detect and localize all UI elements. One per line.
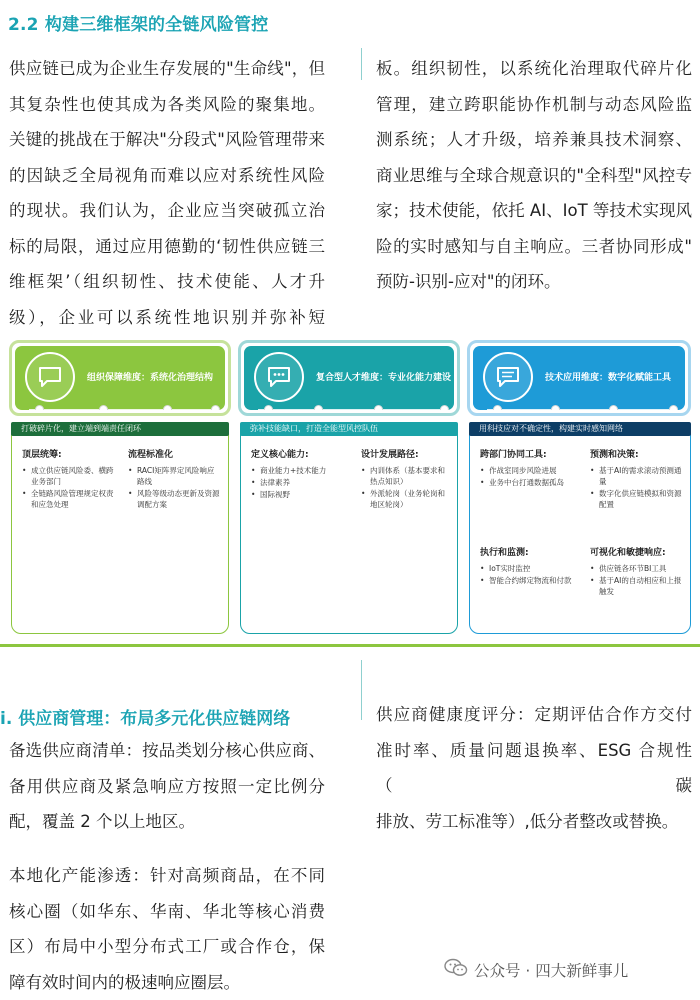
- intro-left-line: 的因缺乏全局视角而难以应对系统性风险: [9, 158, 325, 194]
- intro-left-line: 标的局限，通过应用德勤的‘韧性供应链三: [9, 229, 325, 265]
- talent-principle-bar: 弥补技能缺口，打造全能型风控队伍: [240, 422, 458, 436]
- list-item: • 业务中台打通数据孤岛: [480, 477, 572, 488]
- section-divider: [0, 644, 700, 647]
- org-dimension-card: [9, 340, 231, 416]
- intro-left-column: [9, 51, 325, 335]
- column-divider: [361, 660, 362, 720]
- timeline-dot: [374, 405, 383, 410]
- tech-block-title: 执行和监测:: [480, 545, 529, 558]
- intro-right-line: 险的实时感知与自主响应。三者协同形成": [376, 229, 692, 265]
- talent-detail-panel: [240, 422, 458, 634]
- timeline-dot: [99, 405, 108, 410]
- talent-dimension-card: [238, 340, 460, 416]
- list-item: • 商业能力+技术能力: [251, 465, 347, 476]
- watermark-text: 公众号 · 四大新鲜事儿: [474, 959, 628, 981]
- tech-dimension-card: [467, 340, 691, 416]
- list-item: • 作战室同步风险进展: [480, 465, 572, 476]
- intro-left-line: 供应链已成为企业生存发展的"生命线"，但: [9, 51, 325, 87]
- supplier-left-column: [9, 733, 325, 840]
- timeline-dot: [609, 405, 618, 410]
- column-divider: [361, 48, 362, 80]
- supplier-line: 备选供应商清单：按品类划分核心供应商、: [9, 733, 325, 769]
- list-item: • 国际视野: [251, 489, 347, 500]
- supplier-line: 本地化产能渗透：针对高频商品，在不同: [9, 858, 325, 894]
- list-item: • 基于AI的自动相应和上报触发: [590, 575, 684, 597]
- list-item: • 供应链各环节BI工具: [590, 563, 684, 574]
- talent-card-label: 复合型人才维度：专业化能力建设: [316, 370, 451, 383]
- timeline-dot: [314, 405, 323, 410]
- tech-block-title: 可视化和敏捷响应:: [590, 545, 666, 558]
- supplier-line: 区）布局中小型分布式工厂或合作仓，保: [9, 929, 325, 965]
- intro-right-line: 预防-识别-应对"的闭环。: [376, 264, 692, 300]
- org-block-title: 流程标准化: [128, 447, 173, 460]
- timeline-dot: [551, 405, 560, 410]
- list-item: • 风险等级动态更新及资源调配方案: [128, 488, 220, 510]
- supplier-line: 障有效时间内的极速响应圈层。: [9, 965, 325, 1000]
- tech-block-title: 预测和决策:: [590, 447, 639, 460]
- intro-left-line: 级），企业可以系统性地识别并弥补短: [9, 300, 325, 336]
- message-dots-icon: [254, 352, 304, 402]
- list-item: • RACI矩阵界定风险响应路线: [128, 465, 220, 487]
- tech-detail-panel: [469, 422, 691, 634]
- list-item: • 成立供应链风险委、横跨业务部门: [22, 465, 116, 487]
- tech-card-label: 技术应用维度：数字化赋能工具: [545, 370, 671, 383]
- supplier-line: 配，覆盖 2 个以上地区。: [9, 804, 325, 840]
- intro-left-line: 的现状。我们认为，企业应当突破孤立治: [9, 193, 325, 229]
- supplier-line: 排放、劳工标准等）,低分者整改或替换。: [376, 804, 692, 840]
- timeline-dot: [493, 405, 502, 410]
- intro-left-line: 关键的挑战在于解决"分段式"风险管理带来: [9, 122, 325, 158]
- timeline-dot: [35, 405, 44, 410]
- intro-right-line: 管理，建立跨职能协作机制与动态风险监: [376, 87, 692, 123]
- list-item: • 基于AI的需求滚动预测通量: [590, 465, 684, 487]
- list-item: • 内训体系（基本要求和热点知识）: [361, 465, 451, 487]
- list-item: • 智能合约绑定物流和付款: [480, 575, 572, 586]
- wechat-watermark: [444, 958, 628, 982]
- talent-block-title: 设计发展路径:: [361, 447, 419, 460]
- org-principle-bar: 打破碎片化，建立端到端责任闭环: [11, 422, 229, 436]
- org-detail-panel: [11, 422, 229, 634]
- timeline-dot: [669, 405, 678, 410]
- intro-left-line: 维框架’（组织韧性、技术使能、人才升: [9, 264, 325, 300]
- supplier-right-column: [376, 697, 692, 839]
- org-card-label: 组织保障维度：系统化治理结构: [87, 370, 213, 383]
- intro-right-line: 测系统；人才升级，培养兼具技术洞察、: [376, 122, 692, 158]
- intro-right-line: 商业思维与全球合规意识的"全科型"风控专: [376, 158, 692, 194]
- intro-left-line: 其复杂性也使其成为各类风险的聚集地。: [9, 87, 325, 123]
- list-item: • 外派轮岗（业务轮岗和地区轮岗）: [361, 488, 451, 510]
- timeline-dot: [264, 405, 273, 410]
- talent-block-title: 定义核心能力:: [251, 447, 309, 460]
- list-item: • IoT实时监控: [480, 563, 572, 574]
- tech-principle-bar: 用科技应对不确定性，构建实时感知网络: [469, 422, 691, 436]
- wechat-icon: [444, 958, 468, 982]
- supplier-line: 准时率、质量问题退换率、ESG 合规性（碳: [376, 733, 692, 804]
- timeline-dot: [440, 405, 449, 410]
- list-item: • 法律素养: [251, 477, 347, 488]
- supplier-section-title: i. 供应商管理：布局多元化供应链网络: [0, 704, 290, 729]
- timeline-dot: [163, 405, 172, 410]
- intro-right-line: 家；技术使能，依托 AI、IoT 等技术实现风: [376, 193, 692, 229]
- section-title: 2.2 构建三维框架的全链风险管控: [8, 10, 268, 35]
- intro-right-column: [376, 51, 692, 300]
- tech-block-title: 跨部门协同工具:: [480, 447, 547, 460]
- intro-right-line: 板。组织韧性，以系统化治理取代碎片化: [376, 51, 692, 87]
- resilience-framework-diagram: [9, 340, 691, 634]
- timeline-dot: [211, 405, 220, 410]
- org-block-title: 顶层统筹:: [22, 447, 62, 460]
- supplier-left-column-2: [9, 858, 325, 1000]
- message-lines-icon: [483, 352, 533, 402]
- list-item: • 数字化供应链模拟和资源配置: [590, 488, 684, 510]
- supplier-line: 核心圈（如华东、华南、华北等核心消费: [9, 894, 325, 930]
- supplier-line: 供应商健康度评分：定期评估合作方交付: [376, 697, 692, 733]
- supplier-line: 备用供应商及紧急响应方按照一定比例分: [9, 769, 325, 805]
- chat-bubble-icon: [25, 352, 75, 402]
- list-item: • 全链路风险管理规定权责和应急处理: [22, 488, 116, 510]
